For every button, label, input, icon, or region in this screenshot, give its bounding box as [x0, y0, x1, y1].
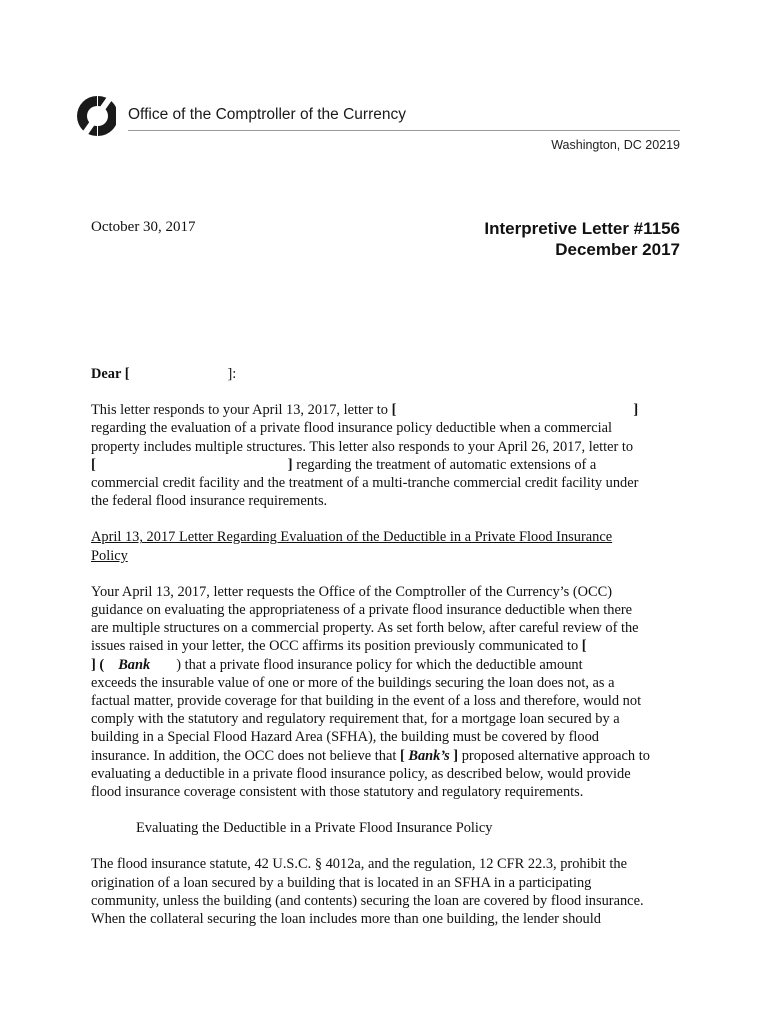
section-heading: April 13, 2017 Letter Regarding Evaluation of the Deductible in a Private Flood Insurance Policy — [91, 529, 613, 564]
header-divider — [128, 130, 680, 131]
agency-name: Office of the Comptroller of the Currency — [128, 106, 406, 123]
interpretive-letter-date: December 2017 — [555, 240, 680, 259]
intro-paragraph: This letter responds to your April 13, 2017, letter to [ ] regarding the evaluation of a private flood insurance policy deductible when a commercial property includes multiple structures. This letter also responds to your April 26, 2017, letter to [ ] regarding the treatment of automatic extensions of a commercial credit facility and the treatment of a multi-tranche commercial credit facility under the federal flood insurance requirements. — [91, 402, 639, 510]
section-paragraph: Your April 13, 2017, letter requests the Office of the Comptroller of the Currency’s (OCC) guidance on evaluating the appropriateness of a private flood insurance deductible when there are multiple structures on a commercial property. As set forth below, after careful review of the issues raised in your letter, the OCC affirms its position previously communicated to [ ] ( Bank ) that a private flood insurance policy for which the deductible amount exceeds the insurable value of one or more of the buildings securing the loan does not, as a factual matter, provide coverage for that building in the event of a loss and therefore, would not comply with the statutory and regulatory requirement that, for a mortgage loan secured by a building in a Special Flood Hazard Area (SFHA), the building must be covered by flood insurance. In addition, the OCC does not believe that [ Bank’s ] proposed alternative approach to evaluating a deductible in a private flood insurance policy, as described below, would provide flood insurance coverage consistent with those statutory and regulatory requirements. — [91, 583, 650, 801]
salutation: Dear [ ]: — [91, 366, 237, 382]
letter-date: October 30, 2017 — [91, 219, 196, 235]
regulation-paragraph: The flood insurance statute, 42 U.S.C. § 4012a, and the regulation, 12 CFR 22.3, prohibit the origination of a loan secured by a building that is located in an SFHA in a participating community, unless the building (and contents) securing the loan are covered by flood insurance. When the collateral securing the loan includes more than one building, the lender should — [91, 856, 644, 928]
occ-logo-icon — [76, 94, 116, 138]
letter-identifier — [484, 218, 680, 260]
subsection-heading: Evaluating the Deductible in a Private Flood Insurance Policy — [136, 820, 493, 837]
interpretive-letter-number: Interpretive Letter #1156 — [484, 219, 680, 238]
agency-location: Washington, DC 20219 — [551, 138, 680, 152]
letter-body — [91, 365, 683, 928]
